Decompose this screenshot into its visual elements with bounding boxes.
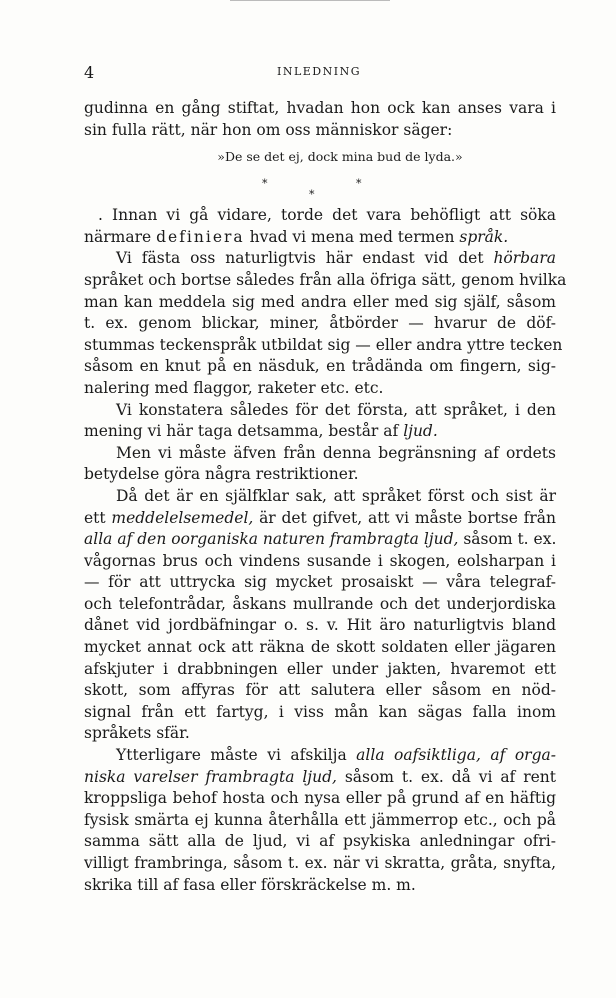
text-line: språket och bortse således från alla öfriga sätt, genom hvilka (84, 270, 567, 289)
text-line: Vi fästa oss naturligtvis här endast vid det hörbara (116, 249, 556, 268)
section-divider-asterisks (84, 167, 556, 205)
text-line: Vi konstatera således för det första, att språket, i den (116, 400, 556, 419)
text-line: alla af den oorganiska naturen frambragta ljud, såsom t. ex. (84, 530, 557, 549)
text-line: närmare definiera hvad vi mena med termen språk. (84, 227, 509, 246)
text-line: Men vi måste äfven från denna begränsning af ordets (116, 443, 556, 462)
page-body (84, 98, 567, 896)
running-header (84, 63, 554, 83)
text-line: mycket annat ock att räkna de skott soldaten eller jägaren (84, 638, 556, 657)
text-line: signal från ett fartyg, i viss mån kan sägas falla inom (84, 702, 556, 721)
text-line: och telefontrådar, åskans mullrande och det underjordiska (84, 594, 556, 613)
text-line: fysisk smärta ej kunna återhålla ett jämmerrop etc., och på (84, 810, 556, 829)
chapter-title: INLEDNING (276, 65, 361, 78)
text-line: skrika till af fasa eller förskräckelse m. m. (84, 875, 416, 894)
text-line: niska varelser frambragta ljud, såsom t. ex. då vi af rent (84, 767, 556, 786)
text-line: såsom en knut på en näsduk, en trådända om fingern, sig- (84, 357, 556, 376)
asterisk: * (262, 177, 268, 191)
asterisk: * (309, 188, 315, 202)
text-line: t. ex. genom blickar, miner, åtbörder — hvarur de döf- (84, 314, 556, 333)
text-line: ett meddelelsemedel, är det gifvet, att vi måste bortse från (84, 508, 556, 527)
text-line: nalering med flaggor, raketer etc. etc. (84, 378, 384, 397)
text-line: vågornas brus och vindens susande i skogen, eolsharpan i (84, 551, 556, 570)
text-line: sin fulla rätt, när hon om oss människor säger: (84, 120, 453, 139)
text-line: samma sätt alla de ljud, vi af psykiska anledningar ofri- (84, 832, 556, 851)
text-line: Ytterligare måste vi afskilja alla oafsiktliga, af orga- (116, 746, 556, 765)
page-number: 4 (84, 63, 95, 82)
text-line: villigt frambringa, såsom t. ex. när vi skratta, gråta, snyfta, (84, 854, 556, 872)
text-line: — för att uttrycka sig mycket prosaiskt — våra telegraf- (84, 573, 556, 592)
text-line: kroppsliga behof hosta och nysa eller på grund af en häftig (84, 789, 556, 808)
text-line: skott, som affyras för att salutera eller såsom en nöd- (84, 681, 556, 700)
text-line: stummas teckenspråk utbildat sig — eller andra yttre tecken (84, 335, 563, 354)
asterisk: * (356, 177, 362, 191)
text-line: mening vi här taga detsamma, består af ljud. (84, 422, 438, 441)
text-line: afskjuter i drabbningen eller under jakten, hvaremot ett (84, 659, 556, 678)
text-line: man kan meddela sig med andra eller med sig själf, såsom (84, 292, 556, 311)
text-line: betydelse göra några restriktioner. (84, 465, 359, 484)
text-line: språkets sfär. (84, 724, 190, 743)
text-line: Då det är en själfklar sak, att språket först och sist är (116, 486, 556, 505)
scan-edge-line (230, 0, 390, 1)
quotation: »De se det ej, dock mina bud de lyda.» (217, 149, 463, 165)
text-line: . Innan vi gå vidare, torde det vara behöfligt att söka (98, 206, 556, 225)
text-line: gudinna en gång stiftat, hvadan hon ock kan anses vara i (84, 99, 556, 117)
text-line: dånet vid jordbäfningar o. s. v. Hit äro naturligtvis bland (84, 616, 556, 635)
